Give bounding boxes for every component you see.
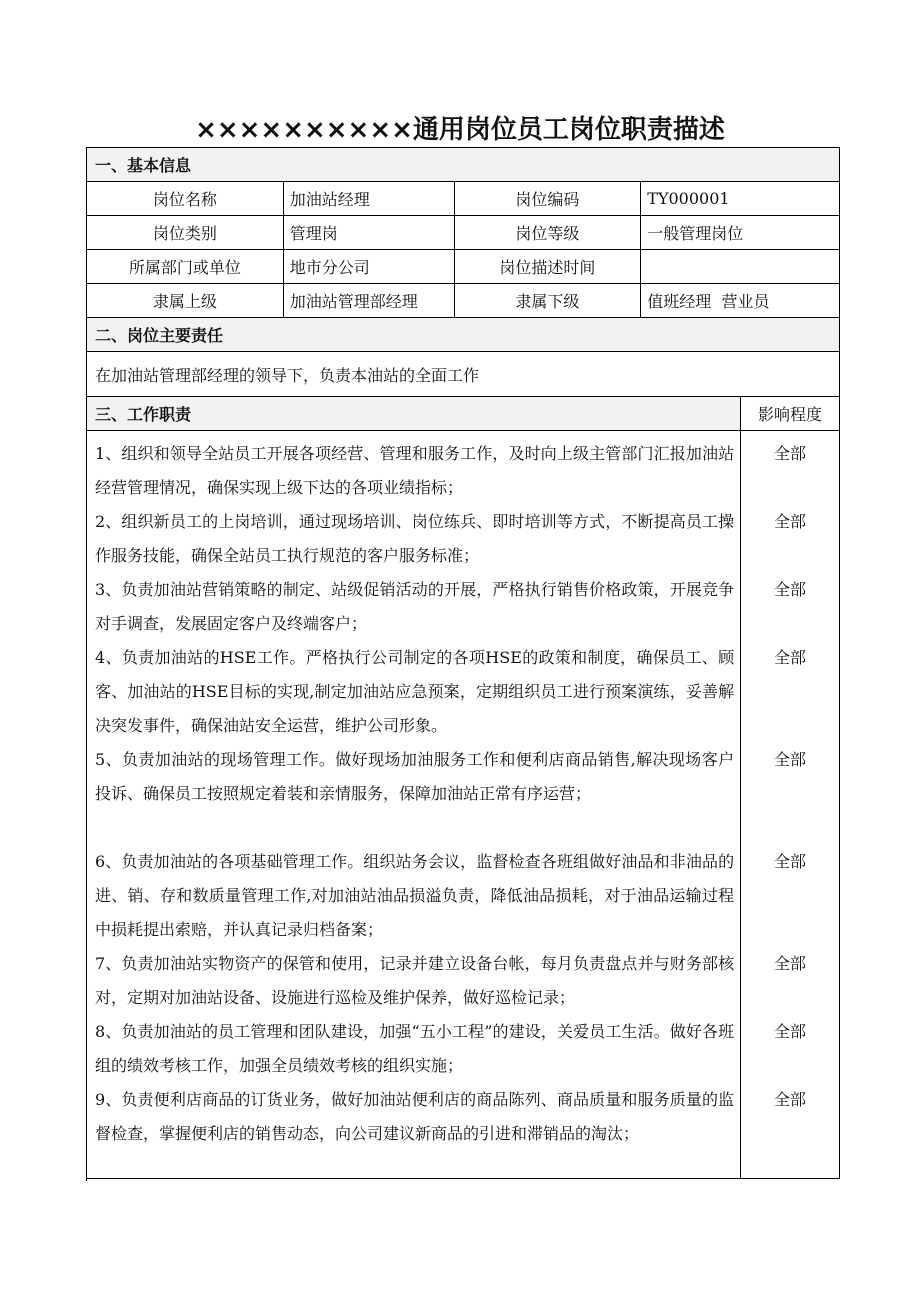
section-basic-info-heading: 一、基本信息 <box>87 148 840 181</box>
influence-level-4: 全部 <box>774 648 807 667</box>
label-description-time: 岗位描述时间 <box>455 250 642 283</box>
label-department: 所属部门或单位 <box>87 250 284 283</box>
influence-level-2: 全部 <box>774 512 807 531</box>
influence-level-1: 全部 <box>774 444 807 463</box>
influence-level-3: 全部 <box>774 580 807 599</box>
value-description-time <box>641 250 840 283</box>
label-position-code: 岗位编码 <box>455 182 642 215</box>
section-main-responsibility-row <box>87 318 840 352</box>
value-department: 地市分公司 <box>284 250 455 283</box>
label-superior: 隶属上级 <box>87 284 284 317</box>
duties-text-column <box>87 431 741 1178</box>
duty-item-2: 2、组织新员工的上岗培训，通过现场培训、岗位练兵、即时培训等方式，不断提高员工操作服务技能，确保全站员工执行规范的客户服务标准； <box>95 512 735 565</box>
influence-header: 影响程度 <box>741 397 840 430</box>
label-position-category: 岗位类别 <box>87 216 284 249</box>
value-position-name: 加油站经理 <box>284 182 455 215</box>
influence-level-6: 全部 <box>774 852 807 871</box>
section-duties-row <box>87 397 840 431</box>
duty-item-5: 5、负责加油站的现场管理工作。做好现场加油服务工作和便利店商品销售,解决现场客户投诉、确保员工按照规定着装和亲情服务，保障加油站正常有序运营； <box>95 750 735 803</box>
section-duties-heading: 三、工作职责 <box>87 397 741 430</box>
influence-level-7: 全部 <box>774 954 807 973</box>
section-main-responsibility-heading: 二、岗位主要责任 <box>87 318 840 351</box>
duty-item-8: 8、负责加油站的员工管理和团队建设，加强“五小工程”的建设，关爱员工生活。做好各班组的绩效考核工作，加强全员绩效考核的组织实施； <box>95 1022 735 1075</box>
duty-item-3: 3、负责加油站营销策略的制定、站级促销活动的开展，严格执行销售价格政策，开展竞争对手调查，发展固定客户及终端客户； <box>95 580 735 633</box>
duty-item-9: 9、负责便利店商品的订货业务，做好加油站便利店的商品陈列、商品质量和服务质量的监督检查，掌握便利店的销售动态，向公司建议新商品的引进和滞销品的淘汰； <box>95 1090 735 1143</box>
duty-item-1: 1、组织和领导全站员工开展各项经营、管理和服务工作，及时向上级主管部门汇报加油站经营管理情况，确保实现上级下达的各项业绩指标； <box>95 444 735 497</box>
info-row-position-name <box>87 182 840 216</box>
job-description-table <box>86 147 840 1181</box>
duty-item-4: 4、负责加油站的HSE工作。严格执行公司制定的各项HSE的政策和制度，确保员工、顾客、加油站的HSE目标的实现,制定加油站应急预案，定期组织员工进行预案演练，妥善解决突发事件，确保油站安全运营，维护公司形象。 <box>95 648 735 735</box>
main-responsibility-row <box>87 352 840 397</box>
value-subordinate: 值班经理 营业员 <box>641 284 840 317</box>
label-position-grade: 岗位等级 <box>455 216 642 249</box>
label-position-name: 岗位名称 <box>87 182 284 215</box>
info-row-position-category <box>87 216 840 250</box>
label-subordinate: 隶属下级 <box>455 284 642 317</box>
value-position-code: TY000001 <box>641 182 840 215</box>
influence-level-9: 全部 <box>774 1090 807 1109</box>
info-row-department <box>87 250 840 284</box>
influence-level-8: 全部 <box>774 1022 807 1041</box>
duty-item-7: 7、负责加油站实物资产的保管和使用，记录并建立设备台帐，每月负责盘点并与财务部核对，定期对加油站设备、设施进行巡检及维护保养，做好巡检记录； <box>95 954 735 1007</box>
duties-body <box>87 431 840 1179</box>
influence-level-5: 全部 <box>774 750 807 769</box>
influence-column <box>741 431 840 1178</box>
value-superior: 加油站管理部经理 <box>284 284 455 317</box>
value-position-grade: 一般管理岗位 <box>641 216 840 249</box>
value-position-category: 管理岗 <box>284 216 455 249</box>
main-responsibility-text: 在加油站管理部经理的领导下，负责本油站的全面工作 <box>87 352 840 396</box>
duty-item-6: 6、负责加油站的各项基础管理工作。组织站务会议，监督检查各班组做好油品和非油品的进、销、存和数质量管理工作,对加油站油品损溢负责，降低油品损耗，对于油品运输过程中损耗提出索赔，并认真记录归档备案； <box>95 852 735 939</box>
info-row-superior <box>87 284 840 318</box>
section-basic-info-row <box>87 148 840 182</box>
page-title: ××××××××××通用岗位员工岗位职责描述 <box>195 115 725 145</box>
